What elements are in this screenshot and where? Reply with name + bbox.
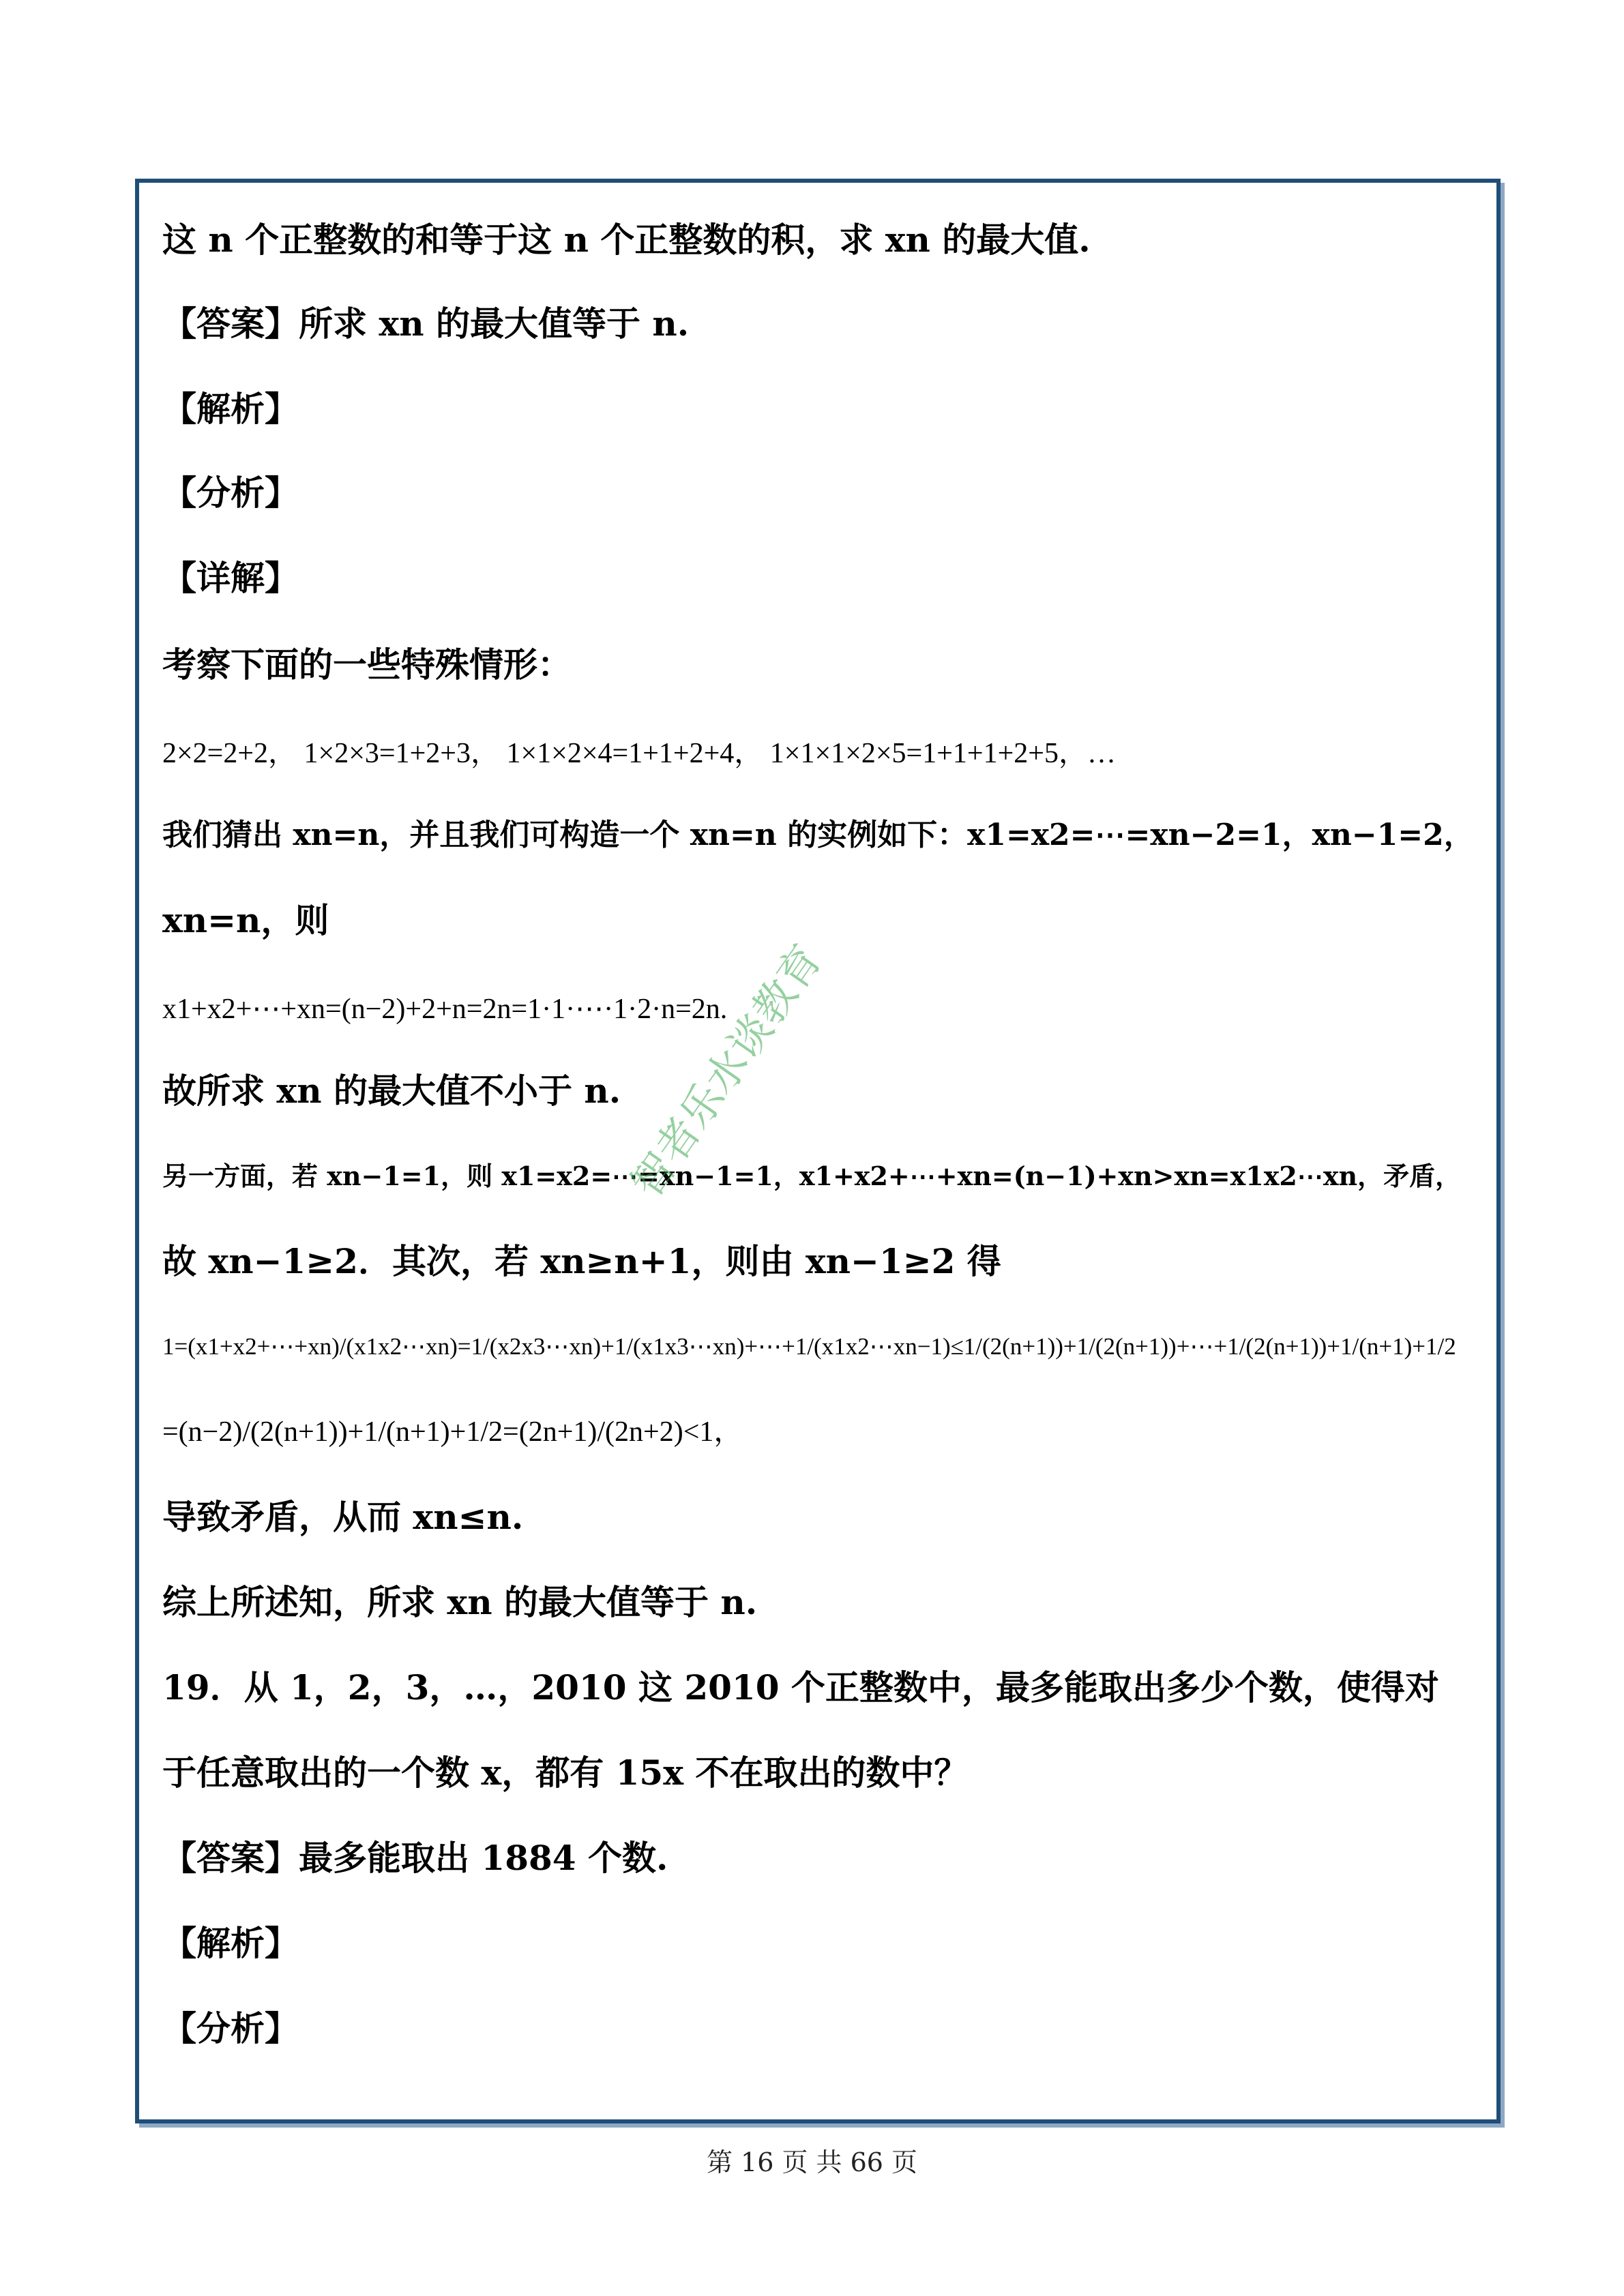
content-frame: [135, 179, 1501, 2123]
text-line-1: 这 n 个正整数的和等于这 n 个正整数的积，求 xn 的最大值.: [162, 220, 1091, 260]
analysis-heading-19: 【解析】: [162, 1923, 299, 1963]
equation-sum: x1+x2+⋯+xn=(n−2)+2+n=2n=1·1·⋯·1·2·n=2n.: [162, 994, 728, 1025]
text-line-12: 另一方面，若 xn−1=1，则 x1=x2=⋯=xn−1=1，x1+x2+⋯+xn=(n−1)+xn>xn=x1x2⋯xn，矛盾，: [162, 1161, 1462, 1191]
watermark: 智者乐水谈教育: [621, 935, 832, 1207]
detail-heading: 【详解】: [162, 558, 299, 598]
fenxi-heading: 【分析】: [162, 473, 299, 513]
page-footer: 第 16 页 共 66 页: [706, 2147, 918, 2177]
analysis-heading: 【解析】: [162, 389, 299, 429]
question-19-line-2: 于任意取出的一个数 x，都有 15x 不在取出的数中？: [162, 1753, 969, 1793]
equation-inequality: 1=(x1+x2+⋯+xn)/(x1x2⋯xn)=1/(x2x3⋯xn)+1/(x1x3⋯xn)+⋯+1/(x1x2⋯xn−1)≤1/(2(n+1))+1/(2(n+1))+⋯+1/(2(n+1))+1/(n+1)+1/2: [162, 1333, 1456, 1360]
answer-line: 【答案】所求 xn 的最大值等于 n.: [162, 303, 690, 344]
equation-examples: 2×2=2+2， 1×2×3=1+2+3， 1×1×2×4=1+1+2+4， 1×1×1×2×5=1+1+1+2+5，…: [162, 738, 1116, 769]
question-19-line-1: 19．从 1，2，3，…，2010 这 2010 个正整数中，最多能取出多少个数，使得对: [162, 1667, 1439, 1708]
answer-19: 【答案】最多能取出 1884 个数.: [162, 1838, 668, 1878]
text-line-11: 故所求 xn 的最大值不小于 n.: [162, 1071, 621, 1111]
equation-result: =(n−2)/(2(n+1))+1/(n+1)+1/2=(2n+1)/(2n+2)<1，: [162, 1416, 743, 1448]
text-line-13: 故 xn−1≥2．其次，若 xn≥n+1，则由 xn−1≥2 得: [162, 1241, 1001, 1281]
fenxi-heading-19: 【分析】: [162, 2008, 299, 2048]
text-line-8: 我们猜出 xn=n，并且我们可构造一个 xn=n 的实例如下：x1=x2=⋯=xn−2=1，xn−1=2，: [162, 818, 1474, 852]
text-line-16: 导致矛盾，从而 xn≤n.: [162, 1497, 524, 1537]
text-line-9: xn=n，则: [162, 900, 329, 940]
text-line-6: 考察下面的一些特殊情形：: [162, 644, 572, 685]
text-line-17: 综上所述知，所求 xn 的最大值等于 n.: [162, 1582, 758, 1622]
